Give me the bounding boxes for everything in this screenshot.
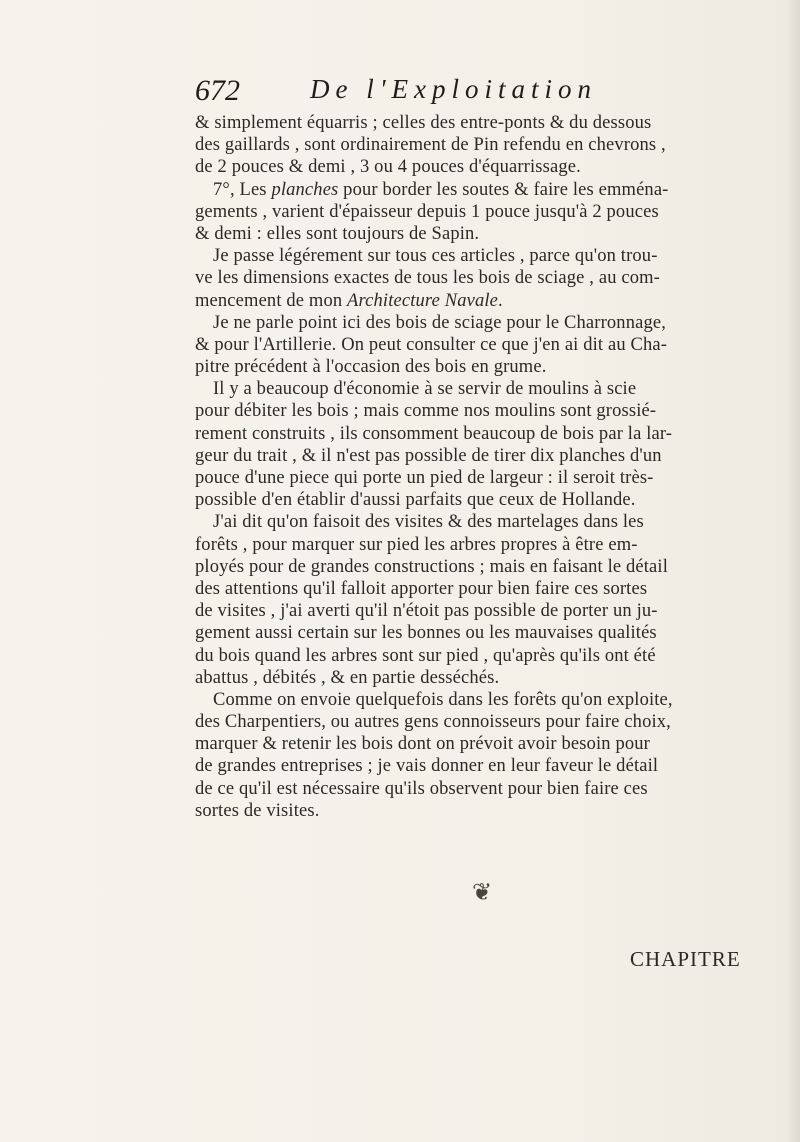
printer-ornament-icon: ❦ [472, 878, 493, 906]
text-line: du bois quand les arbres sont sur pied , qu'après qu'ils ont été [195, 645, 656, 666]
text-line: & pour l'Artillerie. On peut consulter ce que j'en ai dit au Cha- [195, 334, 668, 355]
body-text [195, 112, 765, 822]
text-line: pouce d'une piece qui porte un pied de largeur : il seroit très- [195, 468, 654, 488]
text-line [195, 179, 765, 201]
text-run: pour border les soutes & faire les emména- [338, 179, 669, 200]
text-line: des Charpentiers, ou autres gens connoisseurs pour faire choix, [195, 712, 671, 733]
text-line: ployés pour de grandes constructions ; mais en faisant le détail [195, 556, 669, 577]
text-run: mencement de mon [195, 290, 348, 311]
text-line: forêts , pour marquer sur pied les arbres propres à être em- [195, 534, 638, 555]
text-line: de ce qu'il est nécessaire qu'ils observent pour bien faire ces [195, 778, 648, 799]
text-line: Je ne parle point ici des bois de sciage pour le Charronnage, [213, 312, 667, 333]
page-edge-shadow [786, 0, 800, 1142]
text-line [195, 290, 765, 312]
text-line: rement construits , ils consomment beaucoup de bois par la lar- [195, 423, 673, 444]
text-line: des gaillards , sont ordinairement de Pin refendu en chevrons , [195, 135, 666, 156]
text-line: de grandes entreprises ; je vais donner en leur faveur le détail [195, 756, 659, 777]
text-line: & simplement équarris ; celles des entre-ponts & du dessous [195, 113, 652, 133]
text-line: gements , varient d'épaisseur depuis 1 pouce jusqu'à 2 pouces [195, 201, 659, 222]
page-number: 672 [195, 74, 240, 107]
text-line: Je passe légérement sur tous ces articles , parce qu'on trou- [213, 246, 658, 267]
text-line: marquer & retenir les bois dont on prévoit avoir besoin pour [195, 734, 650, 755]
page-header [195, 74, 695, 110]
text-line: pour débiter les bois ; mais comme nos moulins sont grossié- [195, 401, 657, 422]
text-run: . [498, 290, 503, 311]
text-line: de visites , j'ai averti qu'il n'étoit pas possible de porter un ju- [195, 601, 658, 622]
text-line: des attentions qu'il falloit apporter pour bien faire ces sortes [195, 578, 648, 599]
text-line: possible d'en établir d'aussi parfaits que ceux de Hollande. [195, 490, 636, 511]
text-line: & demi : elles sont toujours de Sapin. [195, 223, 480, 244]
text-line: ve les dimensions exactes de tous les bois de sciage , au com- [195, 268, 660, 289]
text-line: Il y a beaucoup d'économie à se servir de moulins à scie [213, 379, 637, 400]
catchword: CHAPITRE [630, 947, 741, 971]
text-line: pitre précédent à l'occasion des bois en grume. [195, 357, 547, 378]
text-line: J'ai dit qu'on faisoit des visites & des martelages dans les [213, 512, 644, 533]
text-line: sortes de visites. [195, 800, 320, 821]
text-line: de 2 pouces & demi , 3 ou 4 pouces d'équarrissage. [195, 157, 581, 178]
text-line: abattus , débités , & en partie desséchés. [195, 667, 500, 688]
text-line: geur du trait , & il n'est pas possible de tirer dix planches d'un [195, 445, 662, 466]
text-run: 7°, Les [213, 179, 272, 200]
text-line: Comme on envoie quelquefois dans les forêts qu'on exploite, [213, 689, 673, 710]
running-title: De l'Exploitation [310, 74, 597, 104]
italic-term: Architecture Navale [347, 290, 499, 311]
italic-term: planches [271, 179, 339, 200]
text-line: gement aussi certain sur les bonnes ou les mauvaises qualités [195, 623, 657, 644]
